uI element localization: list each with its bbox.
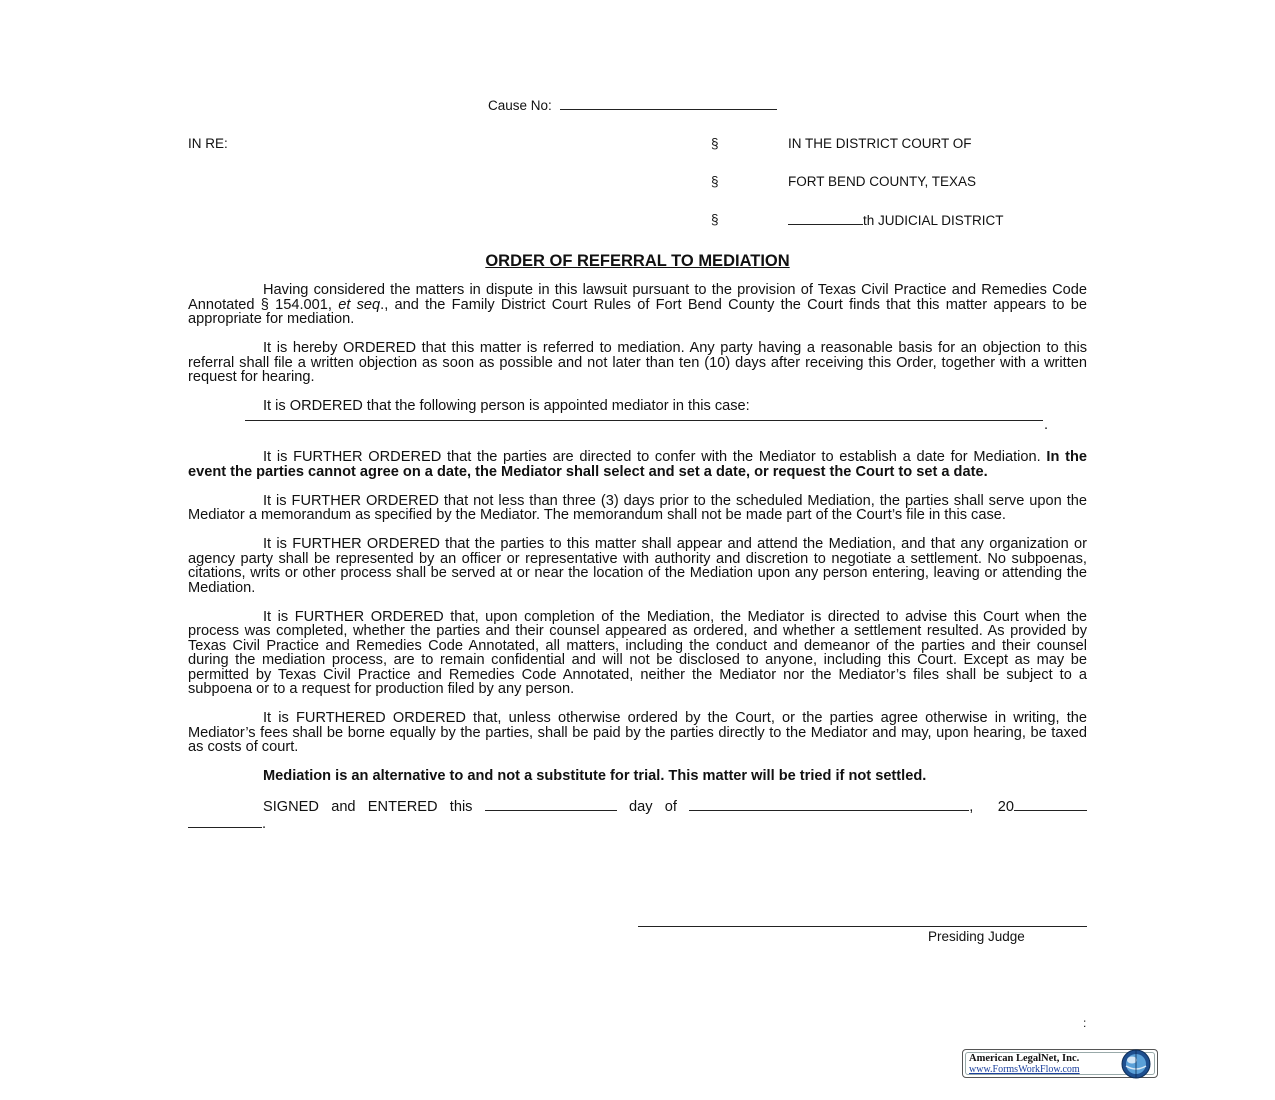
paragraph-fees: It is FURTHERED ORDERED that, unless otherwise ordered by the Court, or the parties agree otherwise in writing, the Mediator’s fees shall be borne equally by the parties, shall be paid by the parties directly to the Mediator and may, upon hearing, be taxed as costs of court. (188, 710, 1087, 755)
paragraph-confer-date: It is FURTHER ORDERED that the parties are directed to confer with the Mediator to establish a date for Mediation. In the event the parties cannot agree on a date, the Mediator shall select and set a date, or request the Court to set a date. (188, 449, 1087, 480)
section-symbol-1: § (711, 136, 719, 151)
mediator-name-field[interactable] (188, 416, 1087, 436)
paragraph-consideration: Having considered the matters in dispute in this lawsuit pursuant to the provision of Texas Civil Practice and Remedies Code Annotated § 154.001, et seq., and the Family District Court Rules of Fort Bend County the Court finds that this matter appears to be appropriate for mediation. (188, 282, 1087, 327)
in-re-label: IN RE: (188, 136, 228, 151)
signed-year-continued-blank[interactable] (188, 815, 262, 828)
paragraph-alternative-trial: Mediation is an alternative to and not a substitute for trial. This matter will be tried if not settled. (263, 768, 927, 784)
signed-year-blank[interactable] (1014, 798, 1087, 811)
signed-entered-line: SIGNED and ENTERED this day of , 20 . (188, 798, 1087, 831)
globe-icon (1119, 1048, 1153, 1080)
court-line-2: FORT BEND COUNTY, TEXAS (788, 174, 977, 189)
order-body (188, 283, 1087, 831)
logo-url-link[interactable]: www.FormsWorkFlow.com (969, 1064, 1080, 1075)
paragraph-memorandum: It is FURTHER ORDERED that not less than three (3) days prior to the scheduled Mediation, the parties shall serve upon the Mediator a memorandum as specified by the Mediator. The memorandum shall not be made part of the Court’s file in this case. (188, 492, 1087, 523)
paragraph-confer-date-bold: In the event the parties cannot agree on a date, the Mediator shall select and set a date, or request the Court to set a date. (188, 449, 1087, 480)
signed-day-blank[interactable] (485, 798, 617, 811)
legalnet-logo[interactable] (962, 1049, 1158, 1078)
paragraph-appoint-mediator: It is ORDERED that the following person is appointed mediator in this case: (263, 398, 750, 414)
document-title: ORDER OF REFERRAL TO MEDIATION (485, 252, 790, 270)
judicial-district-label: th JUDICIAL DISTRICT (863, 213, 1004, 228)
district-number-blank[interactable] (788, 212, 863, 225)
footer-colon: : (1083, 1016, 1087, 1030)
court-line-3 (788, 212, 1004, 228)
cause-number-blank[interactable] (560, 97, 777, 110)
signed-month-blank[interactable] (689, 798, 969, 811)
logo-brand-text: American LegalNet, Inc. (969, 1053, 1080, 1064)
cause-number (488, 97, 777, 113)
presiding-judge-label: Presiding Judge (928, 929, 1025, 944)
court-line-1: IN THE DISTRICT COURT OF (788, 136, 972, 151)
paragraph-attendance: It is FURTHER ORDERED that the parties to this matter shall appear and attend the Mediation, and that any organization or agency party shall be represented by an officer or representative with authority and discretion to negotiate a settlement. No subpoenas, citations, writs or other process shall be served at or near the location of the Mediation upon any person entering, leaving or attending the Mediation. (188, 536, 1087, 596)
judge-signature-line[interactable] (638, 926, 1087, 927)
section-symbol-2: § (711, 174, 719, 189)
paragraph-referral: It is hereby ORDERED that this matter is referred to mediation. Any party having a reasonable basis for an objection to this referral shall file a written objection as soon as possible and not later than ten (10) days after receiving this Order, together with a written request for hearing. (188, 340, 1087, 385)
mediator-name-blank[interactable] (245, 420, 1043, 421)
et-seq-italic: et seq (338, 296, 381, 313)
cause-number-label: Cause No: (488, 98, 552, 113)
section-symbol-3: § (711, 212, 719, 227)
mediator-line-period: . (1044, 416, 1049, 433)
paragraph-confidentiality: It is FURTHER ORDERED that, upon completion of the Mediation, the Mediator is directed to advise this Court when the process was completed, whether the parties and their counsel appeared as ordered, and whether a settlement resulted. As provided by Texas Civil Practice and Remedies Code Annotated, all matters, including the conduct and demeanor of the parties and their counsel during the mediation process, are to remain confidential and will not be disclosed to anyone, including this Court. Except as may be permitted by Texas Civil Practice and Remedies Code Annotated, neither the Mediator nor the Mediator’s files shall be subject to a subpoena or to a request for production filed by any person. (188, 608, 1087, 697)
